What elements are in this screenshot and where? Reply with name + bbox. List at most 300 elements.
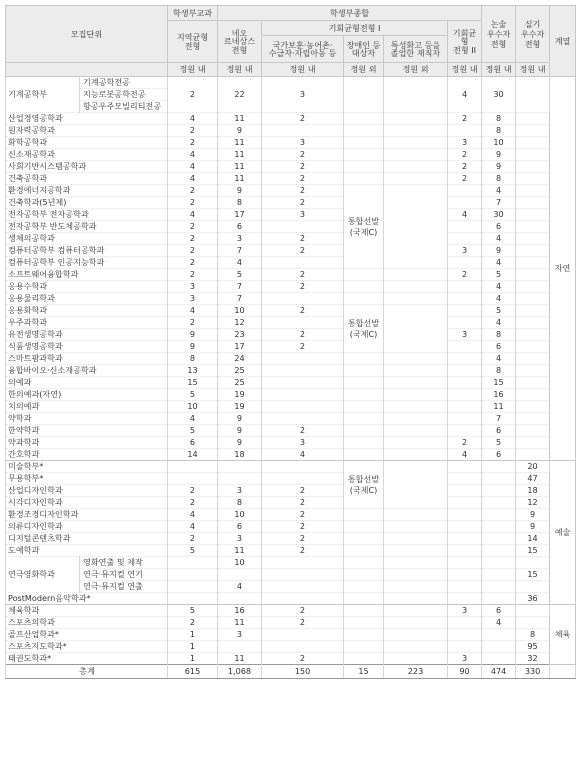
value-cell [262,401,344,413]
value-cell: 3 [218,629,262,641]
value-cell [344,149,384,161]
value-cell: 2 [262,329,344,341]
value-cell [516,617,550,629]
quota-silgi: 정원 내 [516,63,550,77]
unit-cell: 기계공학부 [6,77,80,113]
value-cell [384,77,448,113]
value-cell: 1 [168,629,218,641]
value-cell [448,569,482,581]
value-cell [344,581,384,593]
total-value: 90 [448,665,482,679]
value-cell [384,653,448,665]
value-cell: 2 [168,317,218,329]
value-cell [384,569,448,581]
table-row [6,185,576,197]
value-cell [482,521,516,533]
value-cell: 7 [218,293,262,305]
value-cell: 9 [482,149,516,161]
value-cell [516,413,550,425]
value-cell: 2 [168,137,218,149]
value-cell: 5 [168,389,218,401]
value-cell: 4 [482,617,516,629]
value-cell: 4 [482,293,516,305]
value-cell [516,341,550,353]
value-cell [344,425,384,437]
value-cell: 9 [482,161,516,173]
unit-cell: 약과학과 [6,437,168,449]
value-cell: 2 [262,281,344,293]
table-row [6,293,576,305]
value-cell: 4 [168,509,218,521]
header-nonsul [482,6,516,63]
header-gihoe2 [448,21,482,63]
value-cell [384,437,448,449]
unit-cell: 스마트팜과학과 [6,353,168,365]
value-cell [344,269,384,281]
header-jiyeok [168,21,218,63]
value-cell [516,317,550,329]
unit-cell: 응용화학과 [6,305,168,317]
value-cell [344,401,384,413]
value-cell [448,485,482,497]
value-cell [516,113,550,125]
value-cell: 16 [218,605,262,617]
value-cell [384,281,448,293]
table-row [6,497,576,509]
value-cell: 4 [168,305,218,317]
header-silgi [516,6,550,63]
value-cell: 3 [262,77,344,113]
value-cell: 2 [262,533,344,545]
header-jonghap: 학생부종합 [218,6,482,21]
value-cell [384,545,448,557]
header-silgi-text: 실기 우수자 전형 [520,18,545,50]
unit-cell: 골프산업학과* [6,629,168,641]
value-cell [384,401,448,413]
value-cell: 2 [168,497,218,509]
value-cell [344,545,384,557]
value-cell [344,521,384,533]
value-cell: 12 [516,497,550,509]
merged-cell-t1 [344,185,384,269]
value-cell [448,473,482,485]
value-cell [344,377,384,389]
value-cell [516,365,550,377]
value-cell [516,149,550,161]
value-cell [384,617,448,629]
value-cell [516,257,550,269]
value-cell: 4 [168,413,218,425]
value-cell [262,365,344,377]
value-cell [384,161,448,173]
value-cell: 4 [482,185,516,197]
unit-cell: 약학과 [6,413,168,425]
value-cell [384,533,448,545]
value-cell [344,137,384,149]
header-series: 계열 [550,6,576,77]
value-cell [482,629,516,641]
value-cell [482,581,516,593]
table-body [6,77,576,679]
quota-jiyeok: 정원 내 [168,63,218,77]
unit-cell: 신소재공학과 [6,149,168,161]
unit-cell: 디지털콘텐츠학과 [6,533,168,545]
value-cell [482,641,516,653]
total-value: 615 [168,665,218,679]
value-cell [448,221,482,233]
value-cell: 2 [262,149,344,161]
value-cell [448,353,482,365]
value-cell [384,605,448,617]
value-cell [344,557,384,569]
table-row [6,281,576,293]
header-gukga-text: 국가보훈·농어촌· 수급자·자립아동 등 [268,39,337,58]
header-jangae-text: 장애인 등 대상자 [346,39,381,58]
value-cell: 2 [448,437,482,449]
value-cell [516,269,550,281]
unit-cell: 응용수학과 [6,281,168,293]
value-cell: 6 [218,521,262,533]
value-cell: 2 [168,125,218,137]
value-cell: 16 [482,389,516,401]
value-cell [448,197,482,209]
value-cell [218,461,262,473]
table-row [6,305,576,317]
value-cell: 4 [168,521,218,533]
value-cell [516,389,550,401]
value-cell [516,293,550,305]
value-cell: 9 [218,437,262,449]
value-cell [448,341,482,353]
value-cell: 2 [262,197,344,209]
value-cell: 6 [482,341,516,353]
value-cell: 9 [168,329,218,341]
value-cell: 2 [168,185,218,197]
value-cell: 2 [168,485,218,497]
value-cell [384,521,448,533]
value-cell [344,617,384,629]
admission-table [5,5,576,679]
value-cell: 4 [482,281,516,293]
value-cell [344,629,384,641]
value-cell [344,641,384,653]
value-cell: 5 [168,605,218,617]
value-cell [168,593,218,605]
value-cell: 25 [218,365,262,377]
unit-cell: 우주과학과 [6,317,168,329]
table-row [6,437,576,449]
value-cell [384,557,448,569]
value-cell: 10 [218,557,262,569]
value-cell: 5 [482,269,516,281]
value-cell: 17 [218,341,262,353]
value-cell: 7 [482,197,516,209]
value-cell: 4 [262,449,344,461]
value-cell [516,425,550,437]
table-row [6,161,576,173]
value-cell [384,593,448,605]
unit-cell: 환경에너지공학과 [6,185,168,197]
value-cell [262,593,344,605]
value-cell: 2 [168,233,218,245]
value-cell: 47 [516,473,550,485]
unit-cell: 한의예과(자연) [6,389,168,401]
value-cell: 3 [262,437,344,449]
merged-text: 통합선발 (국제C) [347,474,380,495]
unit-cell: 건축공학과 [6,173,168,185]
value-cell: 2 [262,245,344,257]
table-row [6,137,576,149]
header-gukga [262,36,344,63]
header-neo [218,21,262,63]
value-cell [482,533,516,545]
value-cell: 5 [218,269,262,281]
value-cell [384,305,448,353]
value-cell [344,533,384,545]
table-row [6,509,576,521]
value-cell [262,473,344,485]
table-row [6,389,576,401]
value-cell: 22 [218,77,262,113]
value-cell [262,569,344,581]
value-cell: 10 [482,137,516,149]
table-header [6,6,576,77]
value-cell [384,461,448,509]
unit-cell: PostModern음악학과* [6,593,168,605]
value-cell [482,593,516,605]
value-cell [516,305,550,317]
unit-cell: 전자공학부 반도체공학과 [6,221,168,233]
value-cell: 4 [448,449,482,461]
value-cell [384,509,448,521]
value-cell: 6 [482,605,516,617]
unit-cell: 컴퓨터공학부 컴퓨터공학과 [6,245,168,257]
value-cell: 2 [168,617,218,629]
value-cell: 2 [262,521,344,533]
total-value: 223 [384,665,448,679]
header-neo-text: 네오 르네상스 전형 [223,28,256,55]
value-cell [448,545,482,557]
value-cell: 6 [482,425,516,437]
value-cell: 11 [218,161,262,173]
value-cell [516,281,550,293]
unit-cell: 사회기반시스템공학과 [6,161,168,173]
value-cell [344,509,384,521]
value-cell [262,125,344,137]
value-cell: 32 [516,653,550,665]
value-cell: 2 [448,173,482,185]
value-cell: 9 [516,521,550,533]
table-row [6,617,576,629]
value-cell [516,221,550,233]
value-cell: 11 [218,653,262,665]
value-cell [344,569,384,581]
value-cell [384,425,448,437]
value-cell [218,473,262,485]
value-cell: 8 [482,365,516,377]
value-cell: 2 [262,305,344,317]
value-cell [384,413,448,425]
table-row [6,353,576,365]
table-row [6,653,576,665]
value-cell: 18 [516,485,550,497]
value-cell: 6 [218,221,262,233]
value-cell [168,473,218,485]
value-cell [168,461,218,473]
value-cell: 2 [262,113,344,125]
unit-cell: 생체의공학과 [6,233,168,245]
value-cell [448,233,482,245]
value-cell: 9 [168,341,218,353]
value-cell [384,113,448,125]
value-cell: 4 [482,353,516,365]
quota-nonsul: 정원 내 [482,63,516,77]
value-cell: 2 [448,113,482,125]
total-value: 15 [344,665,384,679]
table-row [6,629,576,641]
value-cell: 4 [168,113,218,125]
sub-unit-cell: 연극·뮤지컬 연기 [80,569,168,581]
value-cell: 3 [168,281,218,293]
quota-gukga: 정원 내 [262,63,344,77]
value-cell [482,485,516,497]
sub-unit-cell: 지능로봇공학전공 [80,89,168,101]
value-cell [482,461,516,473]
table-row [6,461,576,473]
table-row [6,377,576,389]
unit-cell: 산업디자인학과 [6,485,168,497]
value-cell: 7 [218,245,262,257]
merged-cell-t3 [344,461,384,509]
value-cell: 3 [218,533,262,545]
value-cell [262,557,344,569]
value-cell [262,257,344,269]
value-cell [262,293,344,305]
value-cell [448,425,482,437]
value-cell [384,269,448,281]
value-cell [218,641,262,653]
table-row [6,77,576,89]
unit-cell: 스포츠지도학과* [6,641,168,653]
value-cell [344,449,384,461]
table-row [6,449,576,461]
sub-unit-cell: 항공우주모빌리티전공 [80,101,168,113]
value-cell [384,125,448,137]
value-cell [516,173,550,185]
value-cell: 2 [262,233,344,245]
value-cell [384,581,448,593]
unit-cell: 시각디자인학과 [6,497,168,509]
series-cell-jayeon: 자연 [550,77,576,461]
value-cell: 2 [168,269,218,281]
value-cell: 2 [448,149,482,161]
value-cell: 11 [218,137,262,149]
value-cell [344,413,384,425]
value-cell: 25 [218,377,262,389]
table-row [6,569,576,581]
value-cell [344,605,384,617]
value-cell: 2 [448,269,482,281]
value-cell [384,293,448,305]
value-cell: 2 [168,197,218,209]
value-cell: 2 [262,185,344,197]
value-cell [516,377,550,389]
total-value: 330 [516,665,550,679]
value-cell: 4 [448,77,482,113]
value-cell [262,581,344,593]
value-cell: 10 [218,305,262,317]
value-cell [448,533,482,545]
value-cell: 8 [516,629,550,641]
value-cell: 4 [482,317,516,329]
value-cell [384,149,448,161]
value-cell [516,233,550,245]
table-row [6,113,576,125]
value-cell [516,197,550,209]
value-cell [384,377,448,389]
value-cell: 18 [218,449,262,461]
value-cell: 2 [262,545,344,557]
value-cell: 9 [482,245,516,257]
value-cell: 4 [218,257,262,269]
table-row [6,401,576,413]
unit-cell: 융합바이오·신소재공학과 [6,365,168,377]
value-cell [448,581,482,593]
value-cell: 2 [262,653,344,665]
value-cell: 4 [482,257,516,269]
value-cell [516,401,550,413]
header-gihoe1: 기회균형전형 I [262,21,448,36]
value-cell [448,185,482,197]
unit-cell: 화학공학과 [6,137,168,149]
value-cell: 8 [218,497,262,509]
unit-cell: 응용물리학과 [6,293,168,305]
value-cell: 2 [262,425,344,437]
value-cell: 3 [262,137,344,149]
value-cell: 11 [218,173,262,185]
header-nonsul-text: 논술 우수자 전형 [486,18,511,50]
value-cell: 2 [262,509,344,521]
value-cell [262,413,344,425]
value-cell [448,389,482,401]
value-cell [448,281,482,293]
value-cell: 3 [448,653,482,665]
value-cell: 11 [482,401,516,413]
table-row [6,125,576,137]
unit-cell: 미술학부* [6,461,168,473]
header-quota-blank [6,63,168,77]
value-cell [516,353,550,365]
value-cell: 15 [168,377,218,389]
value-cell [262,461,344,473]
sub-unit-cell: 기계공학전공 [80,77,168,89]
value-cell: 4 [482,233,516,245]
value-cell: 2 [168,533,218,545]
table-row [6,521,576,533]
value-cell [448,497,482,509]
header-gyogwa: 학생부교과 [168,6,218,21]
value-cell: 5 [168,425,218,437]
value-cell: 6 [482,221,516,233]
value-cell [482,653,516,665]
unit-cell: 전자공학부 전자공학과 [6,209,168,221]
value-cell [448,593,482,605]
table-row [6,557,576,569]
value-cell: 95 [516,641,550,653]
value-cell: 23 [218,329,262,341]
value-cell [344,353,384,365]
value-cell: 8 [168,353,218,365]
